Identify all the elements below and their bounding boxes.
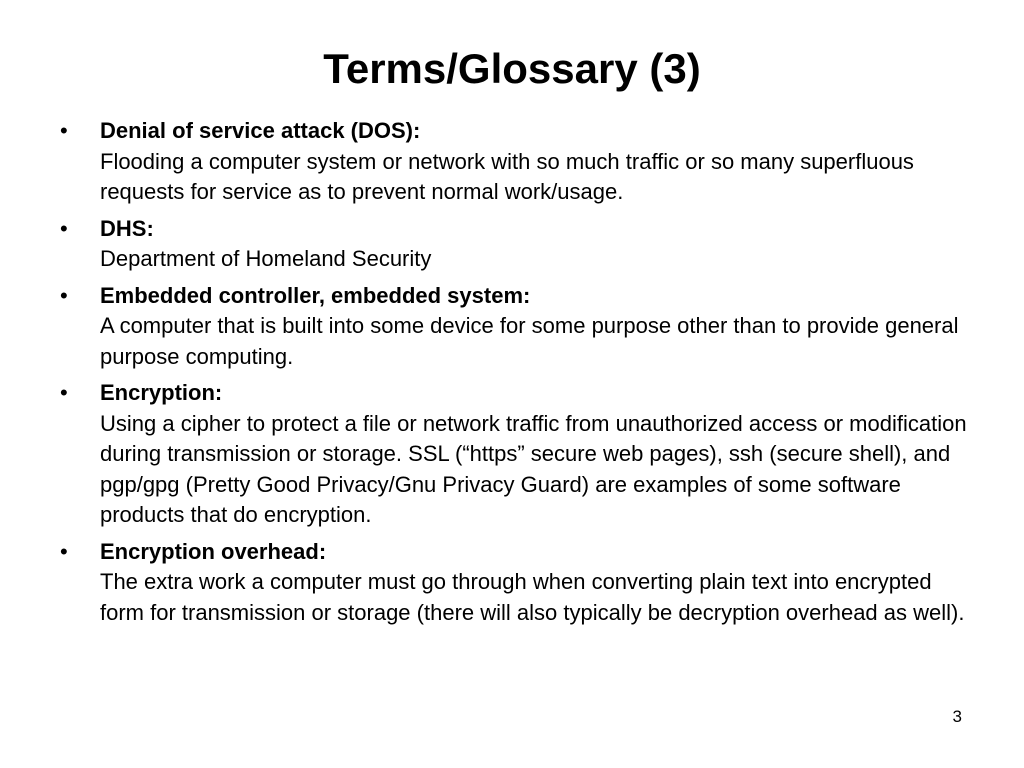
bullet-icon: • xyxy=(60,282,68,308)
slide-title: Terms/Glossary (3) xyxy=(323,45,701,92)
glossary-item-dos xyxy=(56,116,976,208)
term-definition: Using a cipher to protect a file or network traffic from unauthorized access or modification during transmission or storage. SSL (“https” secure web pages), ssh (secure shell), and pgp/gpg (Pretty Good Privacy/Gnu Privacy Guard) are examples of some software products that do encryption. xyxy=(100,410,967,527)
term-name: Encryption: xyxy=(100,380,223,405)
bullet-icon: • xyxy=(60,538,68,564)
term-name: Denial of service attack (DOS): xyxy=(100,118,421,143)
page-number: 3 xyxy=(952,707,962,726)
bullet-icon: • xyxy=(60,215,68,241)
glossary-item-encryption xyxy=(56,378,976,531)
term-name: DHS: xyxy=(100,215,154,241)
glossary-item-encryption-overhead xyxy=(56,537,976,629)
glossary-list xyxy=(56,116,976,634)
bullet-icon: • xyxy=(60,118,68,143)
term-definition: Flooding a computer system or network with so much traffic or so many superfluous requests for service as to prevent normal work/usage. xyxy=(100,148,914,204)
glossary-item-embedded xyxy=(56,281,976,373)
term-definition: Department of Homeland Security xyxy=(100,246,432,271)
term-definition: A computer that is built into some device for some purpose other than to provide general purpose computing. xyxy=(100,313,959,369)
term-definition: The extra work a computer must go through when converting plain text into encrypted form for transmission or storage (there will also typically be decryption overhead as well). xyxy=(100,569,965,625)
glossary-item-dhs xyxy=(56,214,976,275)
bullet-icon: • xyxy=(60,380,68,405)
term-name: Embedded controller, embedded system: xyxy=(100,282,531,308)
term-name: Encryption overhead: xyxy=(100,538,327,564)
